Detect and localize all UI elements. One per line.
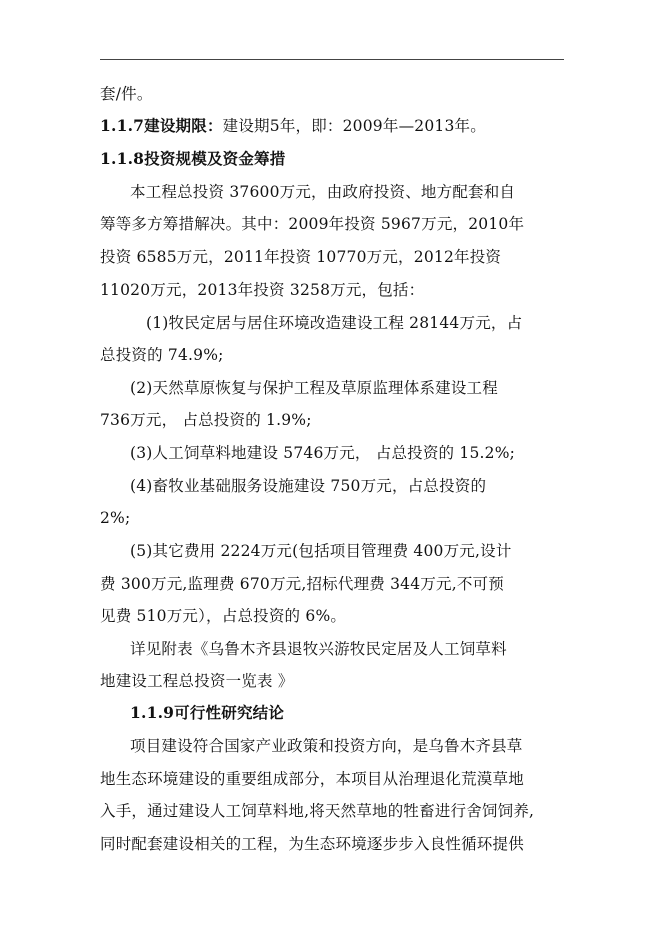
text-line: 套/件。 xyxy=(100,85,153,103)
paragraph-line: 同时配套建设相关的工程，为生态环境逐步步入良性循环提供 xyxy=(100,835,524,853)
section-1-1-7 xyxy=(100,116,570,136)
list-item-5-cont: 见费 510万元），占总投资的 6%。 xyxy=(100,607,347,625)
list-item-5: (5)其它费用 2224万元(包括项目管理费 400万元,设计 xyxy=(130,542,512,560)
list-item-4: (4)畜牧业基础服务设施建设 750万元，占总投资的 xyxy=(130,477,487,495)
paragraph-line: 地建设工程总投资一览表 》 xyxy=(100,672,294,690)
paragraph-line: 本工程总投资 37600万元，由政府投资、地方配套和自 xyxy=(130,183,516,201)
list-item-2-cont: 736万元， 占总投资的 1.9%; xyxy=(100,411,312,429)
paragraph-line: 详见附表《乌鲁木齐县退牧兴游牧民定居及人工饲草料 xyxy=(130,640,507,658)
list-item-5-cont: 费 300万元,监理费 670万元,招标代理费 344万元,不可预 xyxy=(100,575,504,593)
paragraph-line: 入手，通过建设人工饲草料地,将天然草地的牲畜进行舍饲饲养, xyxy=(100,802,535,820)
list-item-4-cont: 2%; xyxy=(100,509,131,527)
list-item-3: (3)人工饲草料地建设 5746万元， 占总投资的 15.2%; xyxy=(130,444,516,462)
list-item-1-cont: 总投资的 74.9%; xyxy=(100,346,224,364)
section-text: 建设期5年，即：2009年—2013年。 xyxy=(222,117,486,135)
paragraph-line: 地生态环境建设的重要组成部分，本项目从治理退化荒漠草地 xyxy=(100,770,524,788)
paragraph-line: 11020万元，2013年投资 3258万元，包括： xyxy=(100,281,425,299)
section-heading: 1.1.9可行性研究结论 xyxy=(130,703,285,722)
section-heading: 1.1.7建设期限： xyxy=(100,116,223,135)
paragraph-line: 筹等多方筹措解决。其中：2009年投资 5967万元，2010年 xyxy=(100,215,525,233)
paragraph-line: 投资 6585万元，2011年投资 10770万元，2012年投资 xyxy=(100,248,502,266)
header-rule xyxy=(100,59,564,60)
paragraph-line: 项目建设符合国家产业政策和投资方向，是乌鲁木齐县草 xyxy=(130,737,523,755)
list-item-2: (2)天然草原恢复与保护工程及草原监理体系建设工程 xyxy=(130,379,498,397)
list-item-1: (1)牧民定居与居住环境改造建设工程 28144万元，占 xyxy=(146,314,523,332)
section-heading: 1.1.8投资规模及资金筹措 xyxy=(100,149,286,168)
